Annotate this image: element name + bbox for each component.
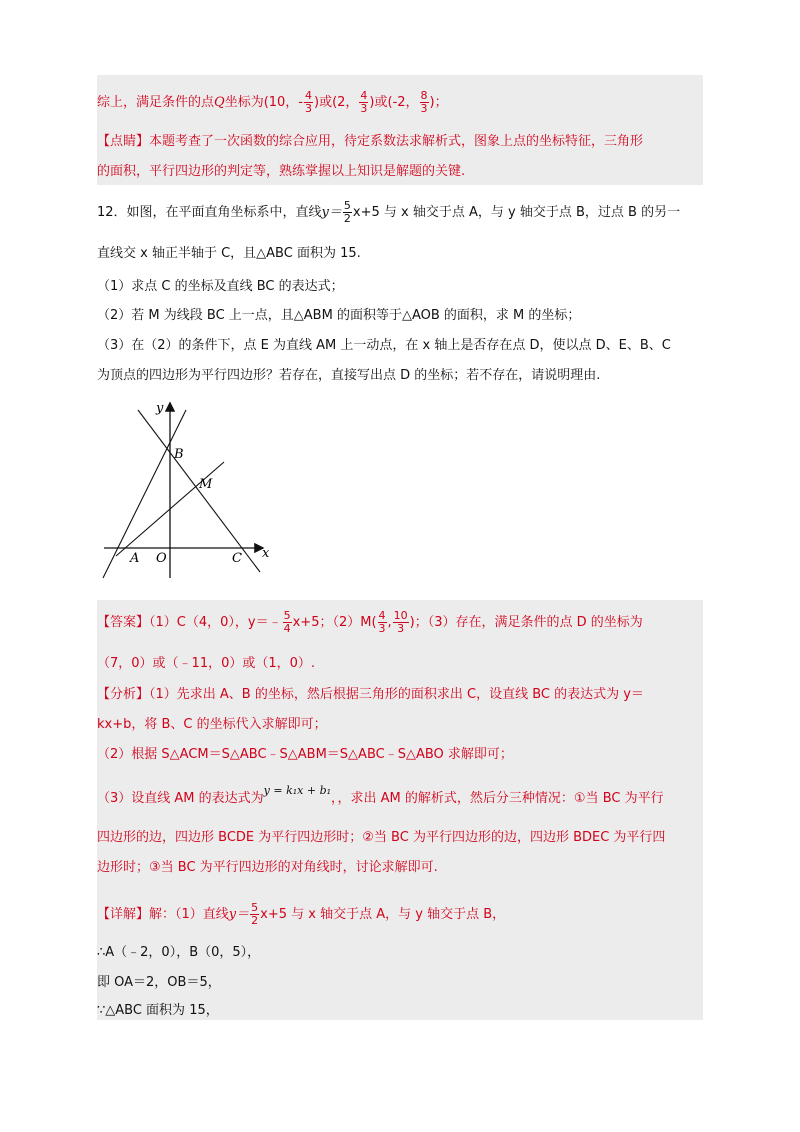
fraction <box>420 90 429 115</box>
detail-text-4: ∵△ABC 面积为 15， <box>97 1003 219 1018</box>
conclusion-end: )； <box>429 95 448 110</box>
fraction <box>393 610 409 635</box>
detail-line-2 <box>97 944 703 962</box>
coordinate-figure <box>97 395 287 590</box>
analysis-line-4 <box>97 784 703 808</box>
detail-y-eq: y＝ <box>228 907 250 922</box>
question-2 <box>97 307 703 325</box>
analysis-text-4-pre: （3）设直线 AM 的表达式为 <box>97 791 264 806</box>
analysis-text-6: 边形时；③当 BC 为平行四边形的对角线时，讨论求解即可. <box>97 860 438 875</box>
problem-number: 12．如图，在平面直角坐标系中，直线 <box>97 205 322 220</box>
denominator: 4 <box>283 622 291 635</box>
question-3-text-2: 为顶点的四边形为平行四边形？若存在，直接写出点 D 的坐标；若不存在，请说明理由. <box>97 368 601 383</box>
answer-part-1-end: x+5；（2）M( <box>292 615 377 630</box>
numerator: 5 <box>343 199 351 212</box>
question-2-text: （2）若 M 为线段 BC 上一点，且△ABM 的面积等于△AOB 的面积，求 M 的坐标； <box>97 308 581 323</box>
analysis-text-5: 四边形的边，四边形 BCDE 为平行四边形时；②当 BC 为平行四边形的边，四边形 BDEC 为平行四 <box>97 830 666 845</box>
denominator: 3 <box>397 622 405 635</box>
analysis-line-2 <box>97 716 703 734</box>
analysis-text-1: （1）先求出 A、B 的坐标，然后根据三角形的面积求出 C，设直线 BC 的表达式为 y＝ <box>149 687 644 702</box>
problem-line-2 <box>97 245 703 263</box>
numerator: 4 <box>360 89 368 102</box>
analysis-line-5 <box>97 829 703 847</box>
detail-pre: 解：（1）直线 <box>149 907 229 922</box>
point-q: Q <box>214 95 225 110</box>
fraction <box>378 610 387 635</box>
answer-line-1 <box>97 610 703 635</box>
question-1 <box>97 278 703 296</box>
detail-line-1 <box>97 902 703 927</box>
comment-line-2 <box>97 163 703 181</box>
label-b: B <box>174 447 184 462</box>
denominator: 3 <box>360 102 368 115</box>
conclusion-prefix: 综上，满足条件的点 <box>97 95 215 110</box>
line-ab <box>103 410 186 578</box>
problem-line-1 <box>97 200 703 225</box>
detail-post: x+5 与 x 轴交于点 A，与 y 轴交于点 B， <box>260 907 506 922</box>
fraction <box>359 90 368 115</box>
analysis-text-4-post: ，，求出 AM 的解析式，然后分三种情况：①当 BC 为平行 <box>331 791 664 806</box>
comment-text-1: 本题考查了一次函数的综合应用，待定系数法求解析式，图象上点的坐标特征，三角形 <box>149 134 644 149</box>
question-1-text: （1）求点 C 的坐标及直线 BC 的表达式； <box>97 279 344 294</box>
answer-comma: , <box>387 615 392 630</box>
label-m: M <box>199 477 213 492</box>
label-a: A <box>130 551 140 566</box>
conclusion-line <box>97 90 703 115</box>
detail-text-2: ∴A（﹣2，0），B（0，5）， <box>97 945 261 960</box>
problem-text-2: 直线交 x 轴正半轴于 C，且△ABC 面积为 15. <box>97 246 361 261</box>
conclusion-p1x: 10，- <box>268 95 303 110</box>
detail-tag: 【详解】 <box>97 907 150 922</box>
question-3-text-1: （3）在（2）的条件下，点 E 为直线 AM 上一动点，在 x 轴上是否存在点 D，使以点 D、E、B、C <box>97 338 671 353</box>
detail-line-3 <box>97 974 703 992</box>
problem-y-eq: y＝ <box>321 205 342 220</box>
conclusion-sep1: )或(2， <box>314 95 359 110</box>
fraction <box>250 902 259 927</box>
analysis-line-3 <box>97 746 703 764</box>
numerator: 5 <box>283 609 291 622</box>
denominator: 3 <box>420 102 428 115</box>
answer-text-2: （7，0）或（﹣11，0）或（1，0）. <box>97 656 316 671</box>
conclusion-mid: 坐标为( <box>224 95 269 110</box>
comment-line-1 <box>97 133 703 151</box>
analysis-text-3: （2）根据 S△ACM＝S△ABC﹣S△ABM＝S△ABC﹣S△ABO 求解即可； <box>97 747 513 762</box>
fraction <box>343 200 352 225</box>
fraction <box>283 610 292 635</box>
detail-text-3: 即 OA＝2，OB＝5， <box>97 975 221 990</box>
denominator: 3 <box>305 102 312 115</box>
problem-after-k: x+5 与 x 轴交于点 A，与 y 轴交于点 B，过点 B 的另一 <box>352 205 681 220</box>
analysis-line-1 <box>97 686 703 704</box>
question-3-line-1 <box>97 337 703 355</box>
label-x: x <box>262 546 270 561</box>
analysis-formula: y = k₁x + b₁ <box>263 784 332 797</box>
numerator: 4 <box>305 89 312 102</box>
numerator: 4 <box>378 609 386 622</box>
fraction <box>304 90 313 115</box>
conclusion-sep2: )或(-2， <box>369 95 419 110</box>
question-3-line-2 <box>97 367 703 385</box>
comment-text-2: 的面积，平行四边形的判定等，熟练掌握以上知识是解题的关键. <box>97 164 466 179</box>
label-o: O <box>156 551 167 566</box>
numerator: 5 <box>251 901 259 914</box>
label-y: y <box>156 401 164 416</box>
answer-part-2-end: )；（3）存在，满足条件的点 D 的坐标为 <box>409 615 643 630</box>
detail-line-4 <box>97 1002 703 1020</box>
label-c: C <box>232 551 242 566</box>
denominator: 3 <box>378 622 386 635</box>
comment-tag: 【点睛】 <box>97 134 150 149</box>
analysis-text-2: kx+b，将 B、C 的坐标代入求解即可； <box>97 717 327 732</box>
analysis-tag: 【分析】 <box>97 687 150 702</box>
answer-line-2 <box>97 655 703 673</box>
numerator: 10 <box>393 609 408 622</box>
answer-part-1: （1）C（4，0），y＝﹣ <box>149 615 282 630</box>
numerator: 8 <box>420 89 428 102</box>
denominator: 2 <box>343 212 351 225</box>
answer-tag: 【答案】 <box>97 615 150 630</box>
denominator: 2 <box>251 914 259 927</box>
analysis-line-6 <box>97 859 703 877</box>
